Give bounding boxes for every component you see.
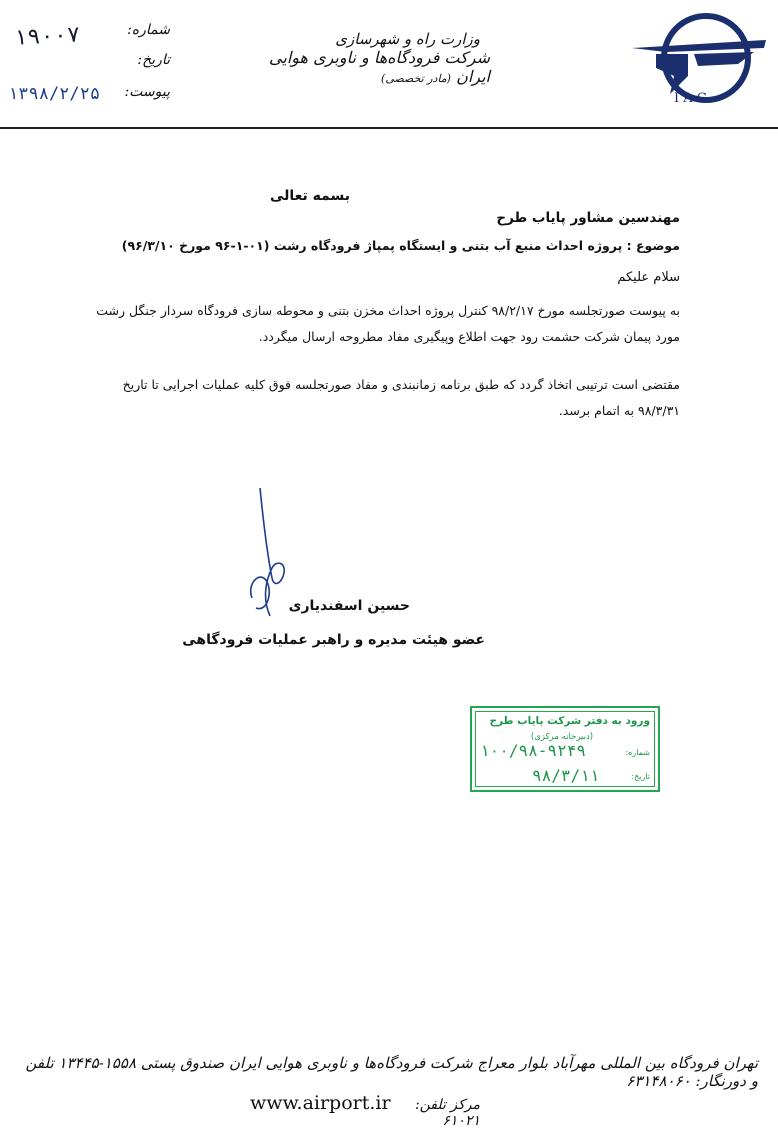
handwritten-letter-date: ۱۳۹۸/۲/۲۵ — [8, 84, 101, 104]
iac-logo-emblem — [632, 16, 766, 100]
attachment-label: پیوست: — [124, 84, 170, 100]
stamp-number-value: ۱۰۰/۹۸-۹۲۴۹ — [480, 741, 586, 760]
signatory-name: حسین اسفندیاری — [288, 598, 410, 614]
footer-telephone-center: مرکز تلفن: ۶۱۰۲۱ — [414, 1097, 480, 1129]
basmala: بسمه تعالی — [269, 188, 351, 204]
recipient: مهندسین مشاور پایاب طرح — [496, 210, 680, 226]
number-label: شماره: — [127, 22, 170, 38]
stamp-office: ورود به دفتر شرکت پایاب طرح — [489, 715, 650, 727]
subject-line: موضوع : پروژه احداث منبع آب بتنی و ایستگاه پمپاژ فرودگاه رشت (۰۱-۱-۹۶ مورخ ۹۶/۳/۱۰) — [121, 238, 680, 253]
ministry-name: وزارت راه و شهرسازی — [335, 30, 480, 48]
date-label: تاریخ: — [137, 52, 170, 68]
signatory-title: عضو هیئت مدیره و راهبر عملیات فرودگاهی — [182, 632, 485, 648]
iac-logo — [626, 10, 772, 110]
receipt-stamp — [470, 706, 660, 792]
stamp-date-value: ۹۸/۳/۱۱ — [532, 766, 600, 785]
body-paragraph-1: به پیوست صورتجلسه مورخ ۹۸/۲/۱۷ کنترل پروژه احداث مخزن بتنی و محوطه سازی فرودگاه سردار جنگل رشت مورد پیمان شرکت حشمت رود جهت اطلاع وپیگیری مفاد مطروحه ارسال میگردد. — [96, 303, 680, 344]
logo-text: I A C — [674, 91, 707, 106]
header-divider — [0, 127, 778, 129]
footer-website: www.airport.ir — [250, 1092, 391, 1114]
company-name — [250, 48, 490, 86]
stamp-number-label: شماره: — [625, 748, 650, 757]
footer-address: تهران فرودگاه بین المللی مهرآباد بلوار معراج شرکت فرودگاه‌ها و ناوبری هوایی ایران صندوق پستی ۱۵۵۸-۱۳۴۴۵ تلفن و دورنگار: ۶۳۱۴۸۰۶۰ — [25, 1054, 758, 1090]
handwritten-letter-number: ۱۹۰۰۷ — [13, 22, 81, 51]
stamp-date-label: تاریخ: — [631, 772, 650, 781]
body-paragraph-2: مقتضی است ترتیبی اتخاذ گردد که طبق برنامه زمانبندی و مفاد صورتجلسه فوق کلیه عملیات اجرایی تا تاریخ ۹۸/۳/۳۱ به اتمام برسد. — [122, 377, 680, 418]
company-subtitle: (مادر تخصصی) — [381, 72, 451, 85]
stamp-department: (دبیرخانه مرکزی) — [530, 732, 594, 742]
greeting: سلام علیکم — [617, 270, 680, 285]
company-title: شرکت فرودگاه‌ها و ناوبری هوایی ایران — [269, 48, 490, 86]
